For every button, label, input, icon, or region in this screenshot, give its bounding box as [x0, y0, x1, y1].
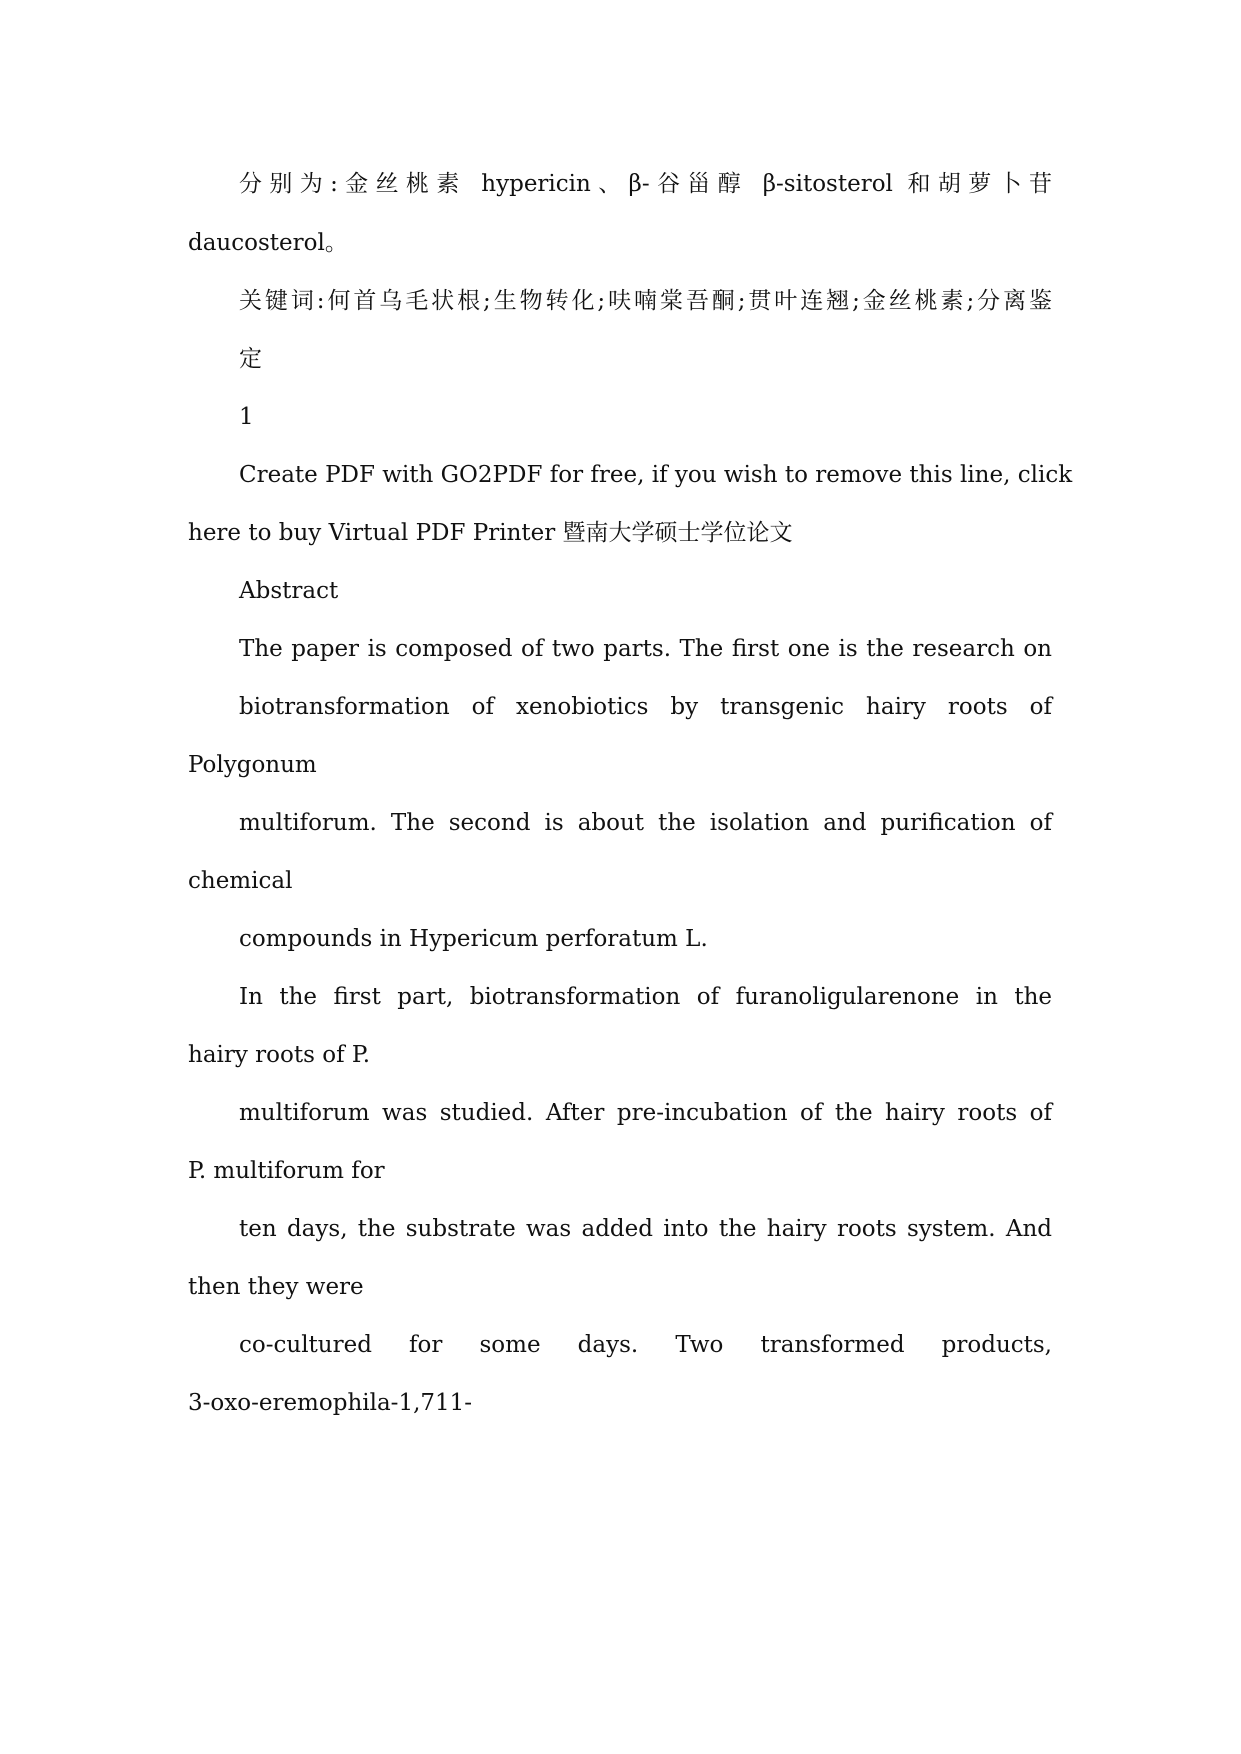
- page-number: 1: [239, 404, 254, 430]
- text-line: multiforum was studied. After pre-incubation of the hairy roots of: [239, 1100, 1052, 1126]
- text-line: ten days, the substrate was added into the hairy roots system. And: [239, 1216, 1052, 1242]
- text-line: then they were: [188, 1274, 364, 1300]
- text-line: 分别为:金丝桃素 hypericin、β-谷甾醇 β-sitosterol 和胡萝卜苷: [239, 171, 1052, 197]
- text-line: In the first part, biotransformation of furanoligularenone in the: [239, 984, 1052, 1010]
- text-line: biotransformation of xenobiotics by transgenic hairy roots of: [239, 694, 1052, 720]
- text-line: co-cultured for some days. Two transformed products,: [239, 1332, 1052, 1358]
- text-line: 3-oxo-eremophila-1,711-: [188, 1390, 473, 1416]
- text-line: multiforum. The second is about the isolation and purification of: [239, 810, 1052, 836]
- text-line: daucosterol。: [188, 230, 348, 256]
- text-line: Polygonum: [188, 752, 317, 778]
- text-line: here to buy Virtual PDF Printer 暨南大学硕士学位论文: [188, 520, 793, 546]
- abstract-heading: Abstract: [239, 578, 339, 604]
- text-line: hairy roots of P.: [188, 1042, 371, 1068]
- text-line: The paper is composed of two parts. The first one is the research on: [239, 636, 1052, 662]
- text-line: P. multiforum for: [188, 1158, 385, 1184]
- text-line: chemical: [188, 868, 293, 894]
- text-line: 定: [239, 346, 262, 372]
- text-line: compounds in Hypericum perforatum L.: [239, 926, 708, 952]
- keywords-line: 关键词:何首乌毛状根;生物转化;呋喃棠吾酮;贯叶连翘;金丝桃素;分离鉴: [239, 288, 1052, 314]
- text-line: Create PDF with GO2PDF for free, if you wish to remove this line, click: [239, 462, 1073, 488]
